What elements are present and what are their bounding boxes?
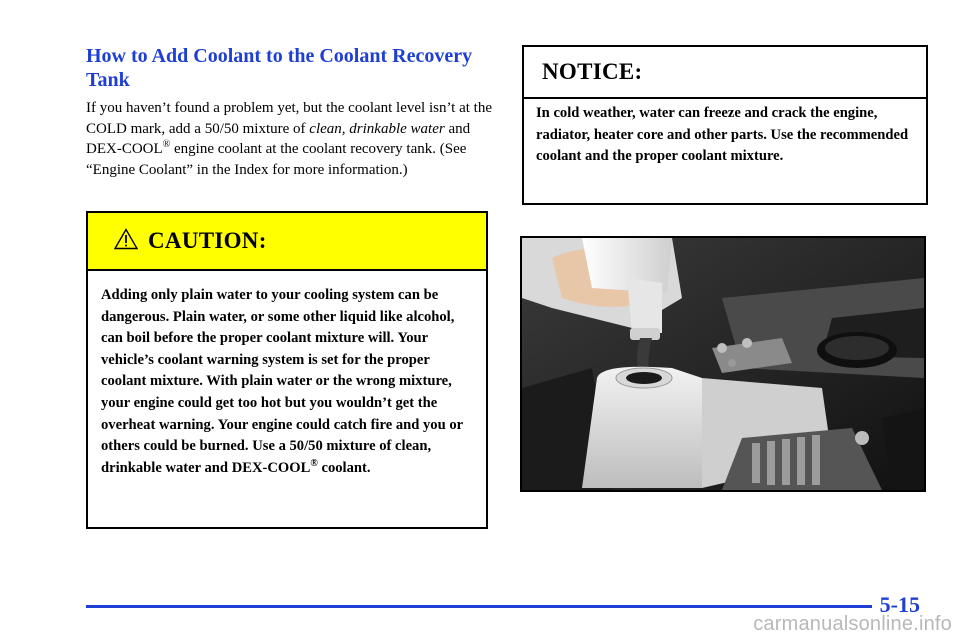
notice-title: NOTICE:	[542, 59, 643, 84]
warning-triangle-icon	[114, 228, 138, 250]
intro-italic-text: clean, drinkable water	[309, 120, 445, 137]
intro-paragraph	[86, 98, 496, 180]
section-heading: How to Add Coolant to the Coolant Recovery Tank	[86, 45, 473, 91]
caution-title: CAUTION:	[148, 228, 267, 253]
caution-header	[88, 213, 486, 271]
coolant-photo	[520, 236, 926, 492]
intro-text-1: If you haven’t found a problem yet, but the coolant level isn’t at the COLD mark, add a 50/50 mixture of	[86, 100, 493, 137]
intro-text-3: engine coolant at the coolant recovery tank. (See “Engine Coolant” in the Index for more information.)	[86, 141, 467, 178]
footer-rule	[86, 605, 872, 608]
registered-mark: ®	[310, 457, 318, 469]
intro-text-2: and DEX-COOL	[86, 120, 471, 157]
caution-body-end: coolant.	[317, 459, 371, 476]
caution-text	[88, 271, 486, 479]
notice-box	[522, 45, 928, 205]
caution-body-text: Adding only plain water to your cooling system can be dangerous. Plain water, or some other liquid like alcohol, can boil before the proper coolant mixture will. Your vehicle’s coolant warning system is set for the proper coolant mixture. With plain water or the wrong mixture, your engine could get too hot but you wouldn’t get the overheat warning. Your engine could catch fire and you or others could be burned. Use a 50/50 mixture of clean, drinkable water and DEX-COOL	[101, 287, 463, 476]
notice-header	[524, 47, 926, 99]
notice-text: In cold weather, water can freeze and crack the engine, radiator, heater core and other parts. Use the recommended coolant and the proper coolant mixture.	[536, 105, 909, 165]
registered-mark: ®	[162, 139, 171, 150]
watermark: carmanualsonline.info	[753, 613, 952, 635]
coolant-pouring-illustration	[522, 238, 924, 490]
page-number: 5-15	[879, 592, 920, 617]
caution-box	[86, 211, 488, 529]
